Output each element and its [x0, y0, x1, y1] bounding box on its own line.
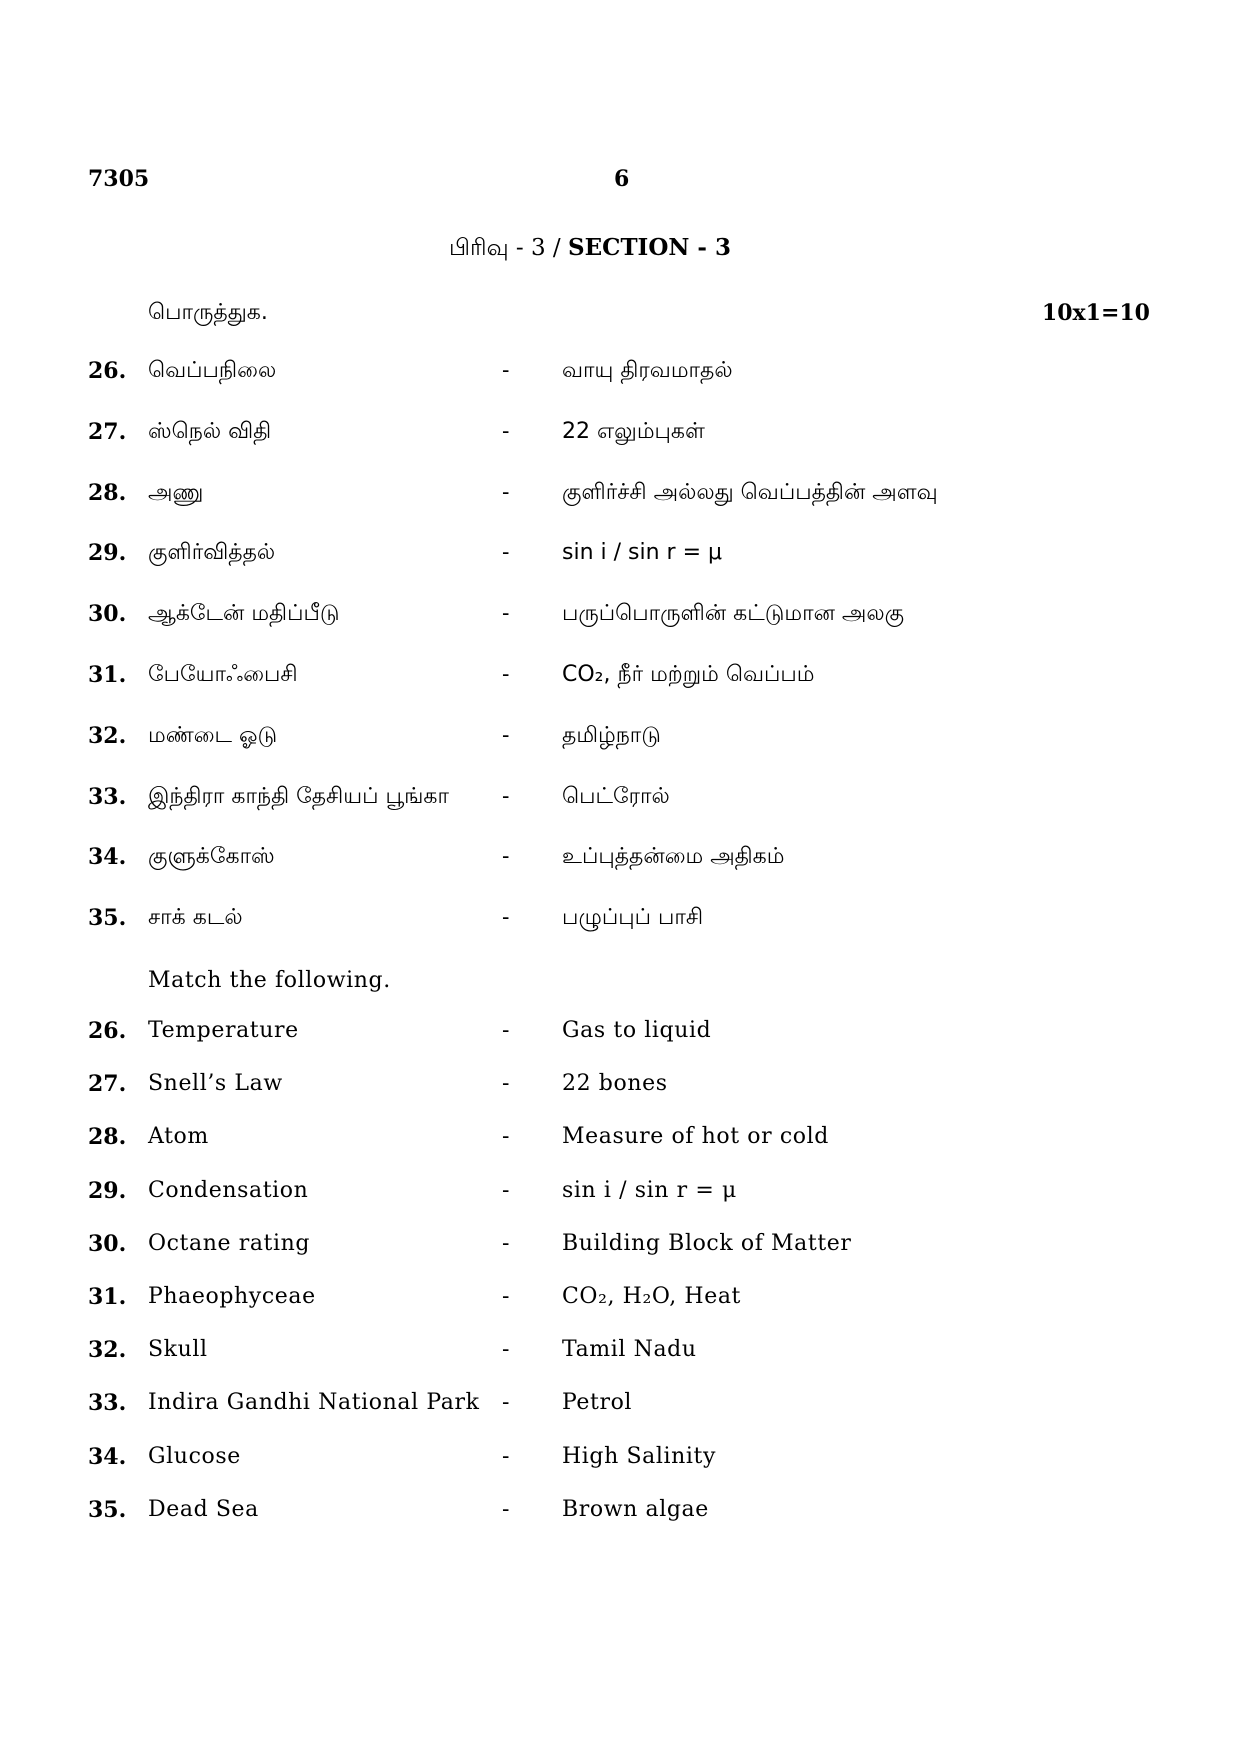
separator-dash: -: [502, 601, 510, 627]
left-column-item: Condensation: [148, 1177, 309, 1203]
separator-dash: -: [502, 905, 510, 931]
right-column-item: sin i / sin r = μ: [562, 540, 722, 566]
left-column-item: சாக் கடல்: [148, 905, 243, 931]
left-column-item: Skull: [148, 1337, 208, 1363]
instruction-tamil: பொருத்துக.: [148, 300, 268, 325]
separator-dash: -: [502, 662, 510, 687]
question-number: 32.: [88, 722, 127, 749]
left-column-item: இந்திரா காந்தி தேசியப் பூங்கா: [148, 783, 449, 809]
right-column-item: CO₂, நீர் மற்றும் வெப்பம்: [562, 662, 815, 687]
right-column-item: பெட்ரோல்: [562, 783, 670, 809]
separator-dash: -: [502, 1496, 510, 1522]
right-column-item: 22 bones: [562, 1071, 668, 1097]
match-row: [0, 1124, 1240, 1164]
match-row: [0, 784, 1240, 824]
right-column-item: உப்புத்தன்மை அதிகம்: [562, 844, 785, 870]
left-column-item: வெப்பநிலை: [148, 358, 277, 383]
section-title-english: SECTION - 3: [568, 234, 731, 261]
question-number: 31.: [88, 662, 127, 688]
match-row: [0, 1497, 1240, 1537]
separator-dash: -: [502, 1337, 510, 1363]
separator-dash: -: [502, 479, 510, 505]
match-row: [0, 723, 1240, 763]
separator-dash: -: [502, 1018, 510, 1043]
question-number: 34.: [88, 1443, 127, 1470]
question-number: 34.: [88, 844, 127, 871]
separator-dash: -: [502, 540, 510, 566]
page-code: 7305: [88, 166, 150, 192]
right-column-item: Gas to liquid: [562, 1018, 712, 1043]
right-column-item: Measure of hot or cold: [562, 1124, 829, 1150]
right-column-item: sin i / sin r = μ: [562, 1177, 737, 1203]
left-column-item: அணு: [148, 479, 204, 505]
question-number: 31.: [88, 1284, 127, 1310]
left-column-item: Octane rating: [148, 1230, 311, 1256]
match-row: [0, 1071, 1240, 1111]
section-title: [0, 234, 1180, 264]
match-row: [0, 1284, 1240, 1324]
separator-dash: -: [502, 783, 510, 809]
page-number: 6: [614, 166, 630, 192]
marks-scheme: 10x1=10: [1041, 300, 1150, 326]
match-row: [0, 601, 1240, 641]
separator-dash: -: [502, 358, 510, 383]
question-number: 30.: [88, 601, 127, 628]
left-column-item: Snell’s Law: [148, 1071, 283, 1097]
separator-dash: -: [502, 1443, 510, 1469]
match-row: [0, 1231, 1240, 1271]
match-row: [0, 480, 1240, 520]
left-column-item: ஸ்நெல் விதி: [148, 418, 272, 444]
right-column-item: தமிழ்நாடு: [562, 722, 661, 748]
match-row: [0, 844, 1240, 884]
right-column-item: CO₂, H₂O, Heat: [562, 1284, 741, 1309]
question-number: 35.: [88, 1496, 127, 1523]
separator-dash: -: [502, 1071, 510, 1097]
match-row: [0, 1178, 1240, 1218]
right-column-item: பழுப்புப் பாசி: [562, 905, 704, 931]
question-number: 29.: [88, 1177, 127, 1204]
question-number: 26.: [88, 1018, 127, 1044]
question-number: 33.: [88, 1390, 127, 1417]
match-row: [0, 1390, 1240, 1430]
match-row: [0, 1444, 1240, 1484]
separator-dash: -: [502, 1390, 510, 1416]
left-column-item: குளுக்கோஸ்: [148, 844, 275, 870]
section-title-tamil: பிரிவு - 3 /: [449, 235, 568, 261]
right-column-item: High Salinity: [562, 1443, 717, 1469]
right-column-item: வாயு திரவமாதல்: [562, 358, 733, 383]
question-number: 27.: [88, 1071, 127, 1098]
separator-dash: -: [502, 418, 510, 444]
question-number: 27.: [88, 418, 127, 445]
match-row: [0, 1337, 1240, 1377]
question-number: 29.: [88, 540, 127, 567]
left-column-item: Atom: [148, 1124, 209, 1150]
right-column-item: Brown algae: [562, 1496, 709, 1522]
right-column-item: Building Block of Matter: [562, 1230, 852, 1256]
separator-dash: -: [502, 844, 510, 870]
match-row: [0, 905, 1240, 945]
match-row: [0, 358, 1240, 398]
instruction-english: Match the following.: [148, 968, 391, 993]
left-column-item: Glucose: [148, 1443, 241, 1469]
left-column-item: Phaeophyceae: [148, 1284, 316, 1309]
question-number: 28.: [88, 479, 127, 506]
question-number: 30.: [88, 1230, 127, 1257]
separator-dash: -: [502, 1230, 510, 1256]
left-column-item: Temperature: [148, 1018, 299, 1043]
left-column-item: Dead Sea: [148, 1496, 259, 1522]
left-column-item: மண்டை ஓடு: [148, 722, 278, 748]
match-row: [0, 1018, 1240, 1058]
separator-dash: -: [502, 722, 510, 748]
match-row: [0, 419, 1240, 459]
question-number: 28.: [88, 1124, 127, 1151]
question-number: 33.: [88, 783, 127, 810]
question-number: 32.: [88, 1337, 127, 1364]
right-column-item: குளிர்ச்சி அல்லது வெப்பத்தின் அளவு: [562, 479, 938, 505]
right-column-item: Tamil Nadu: [562, 1337, 697, 1363]
separator-dash: -: [502, 1124, 510, 1150]
left-column-item: Indira Gandhi National Park: [148, 1390, 480, 1416]
question-number: 26.: [88, 358, 127, 384]
left-column-item: பேயோஃபைசி: [148, 662, 298, 687]
question-number: 35.: [88, 905, 127, 932]
left-column-item: ஆக்டேன் மதிப்பீடு: [148, 601, 340, 627]
right-column-item: பருப்பொருளின் கட்டுமான அலகு: [562, 601, 905, 627]
separator-dash: -: [502, 1177, 510, 1203]
left-column-item: குளிர்வித்தல்: [148, 540, 276, 566]
match-row: [0, 662, 1240, 702]
right-column-item: Petrol: [562, 1390, 633, 1416]
match-row: [0, 540, 1240, 580]
right-column-item: 22 எலும்புகள்: [562, 418, 705, 444]
separator-dash: -: [502, 1284, 510, 1309]
